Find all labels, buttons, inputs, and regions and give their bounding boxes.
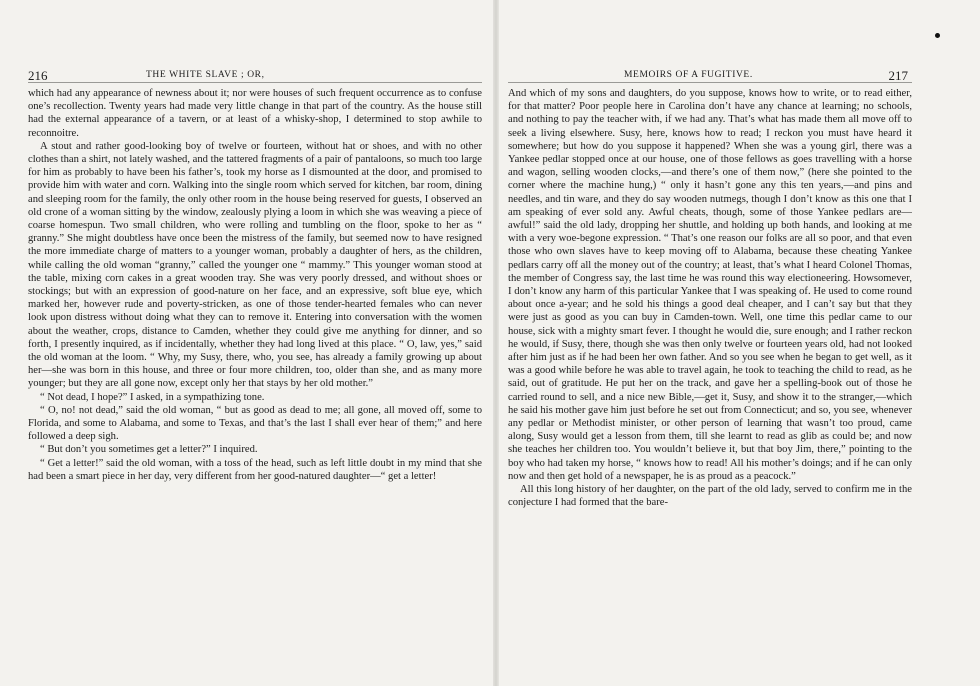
right-running-head: MEMOIRS OF A FUGITIVE.: [624, 70, 753, 80]
right-page: [508, 60, 912, 680]
paragraph: “ Get a letter!” said the old woman, with a toss of the head, such as left little doubt in my mind that she had been a smart piece in her day, very different from her good-natured daughter—“ get a letter!: [28, 457, 482, 482]
right-page-header: [508, 60, 912, 83]
paragraph: “ But don’t you sometimes get a letter?” I inquired.: [40, 444, 258, 456]
paragraph: “ O, no! not dead,” said the old woman, “ but as good as dead to me; all gone, all moved off, some to Florida, and some to Alabama, and some to Texas, and that’s the last I shall ever hear of them;” and here followed a deep sigh.: [28, 404, 482, 443]
paragraph: A stout and rather good-looking boy of twelve or fourteen, without hat or shoes, and with no other clothes than a shirt, not lately washed, and the tattered fragments of a pair of pantaloons, so much too large for him as probably to have been his father’s, took my horse as I dismounted at the door, and promised to provide him with water and corn. Walking into the single room which served for kitchen, bar room, dining and sleeping room for the family, the only other room in the house being reserved for guests, I observed an old crone of a woman sitting by the window, zealously plying a loom in which she was weaving a piece of coarse homespun. Two small children, who were rolling and tumbling on the floor, spoke to her as “ granny.” She might doubtless have once been the mistress of the family, but seemed now to have resigned the more immediate charge of matters to a younger woman, probably a daughter of hers, as the children, while calling the old woman “granny,” called the younger one “ mammy.” This younger woman stood at the table, mixing corn cakes in a great wooden tray. She was very poorly dressed, and without shoes or stockings; but with an expression of good-nature on her face, and an expressive, soft blue eye, which marked her, however rude and poverty-stricken, as one of those tender-hearted females who can never look upon distress without doing what they can to remove it. Entering into conversation with the women about the weather, crops, distance to Camden, whether they could give me anything for dinner, and so forth, I presently inquired, as if incidentally, whether they had long lived at this place. “ O, law, yes,” said the old woman at the loom. “ Why, my Susy, there, who, you see, has already a family growing up about her—she was born in this house, and three or four more children, too, older than she, and as many more younger; but they are all gone now, except only her that stays by her old mother.”: [28, 140, 482, 390]
ink-blot: [935, 33, 940, 38]
left-page-number: 216: [28, 68, 48, 83]
paragraph: which had any appearance of newness about it; nor were houses of such frequent occurrence as to confuse one’s recollection. Twenty years had made very little change in that part of the country. As the house still had the external appearance of a tavern, or at least of a whisky-shop, I determined to stop awhile to reconnoitre.: [28, 88, 482, 139]
paragraph: “ Not dead, I hope?” I asked, in a sympathizing tone.: [40, 391, 265, 403]
left-page: [28, 60, 482, 680]
left-page-body: [28, 87, 482, 483]
left-running-head: THE WHITE SLAVE ; OR,: [146, 70, 265, 80]
paragraph: And which of my sons and daughters, do you suppose, knows how to write, or to read either, for that matter? Poor people here in Carolina don’t have any chance at learning; no schools, and nothing to pay the teacher with, if we had any. That’s what has made them all move off to seek a living elsewhere. Susy, here, knows how to read; I reckon you must have heard it somewhere; but how do you suppose it happened? When she was a young girl, there was a Yankee pedlar stopped once at our house, one of those fellows as goes travelling with a horse and wagon, selling wooden clocks,—and there’s one of them now,” (here she pointed to the corner where the machine hung,) “ only it hasn’t gone any this ten years,—and pins and needles, and tin ware, and they do say wooden nutmegs, though I don’t know as this one that I am speaking of ever sold any. Awful cheats, though, some of those Yankee pedlars are—awful!” said the old lady, dropping her shuttle, and holding up both hands, and looking at me with a very woe-begone expression. “ That’s one reason our folks are all so poor, and that even those who own slaves have to keep moving off to Alabama, because these cheating Yankee pedlars carry off all the money out of the country; at least, that’s what I heard Colonel Thomas, the member of Congress say, the last time he was round this way electioneering. Howsomever, I don’t know any harm of this particular Yankee that I was speaking of. He used to come round about once a-year; and he sold his things a good deal cheaper, and I can’t say but that they were just as good as you can buy in Camden-town. Well, one time this pedlar came to our house, sick with a mighty smart fever. I thought he would die, sure enough; and I rather reckon he would, if Susy, there, though she was then only twelve or fourteen years old, had not looked after him just as if he had been her own father. And so you see when he began to get well, as it was a good while before he was able to travel again, he took to teaching the child to read, as he said, out of gratitude. He put her on the track, and gave her a spelling-book out of those he carried round to sell, and a nice new Bible,—get it, Susy, and show it to the stranger,—which he said his mother gave him just before he set out from Connecticut; and so, you see, whenever any pedlar or Methodist minister, or other person of learning that wasn’t too proud, came along, Susy would get a lesson from them, till she learnt to read as glib as could be; and now she teaches her children too. You wouldn’t believe it, but that boy Jim, there,” pointing to the boy who had taken my horse, “ knows how to read! All his mother’s doings; and if he can only now and then get hold of a newspaper, he is as proud as a peacock.”: [508, 88, 912, 482]
right-page-number: 217: [888, 68, 908, 83]
paragraph: All this long history of her daughter, on the part of the old lady, served to confirm me in the conjecture I had formed that the bare-: [508, 484, 912, 509]
book-gutter: [493, 0, 499, 686]
right-page-body: [508, 87, 912, 510]
left-page-header: [28, 60, 482, 83]
